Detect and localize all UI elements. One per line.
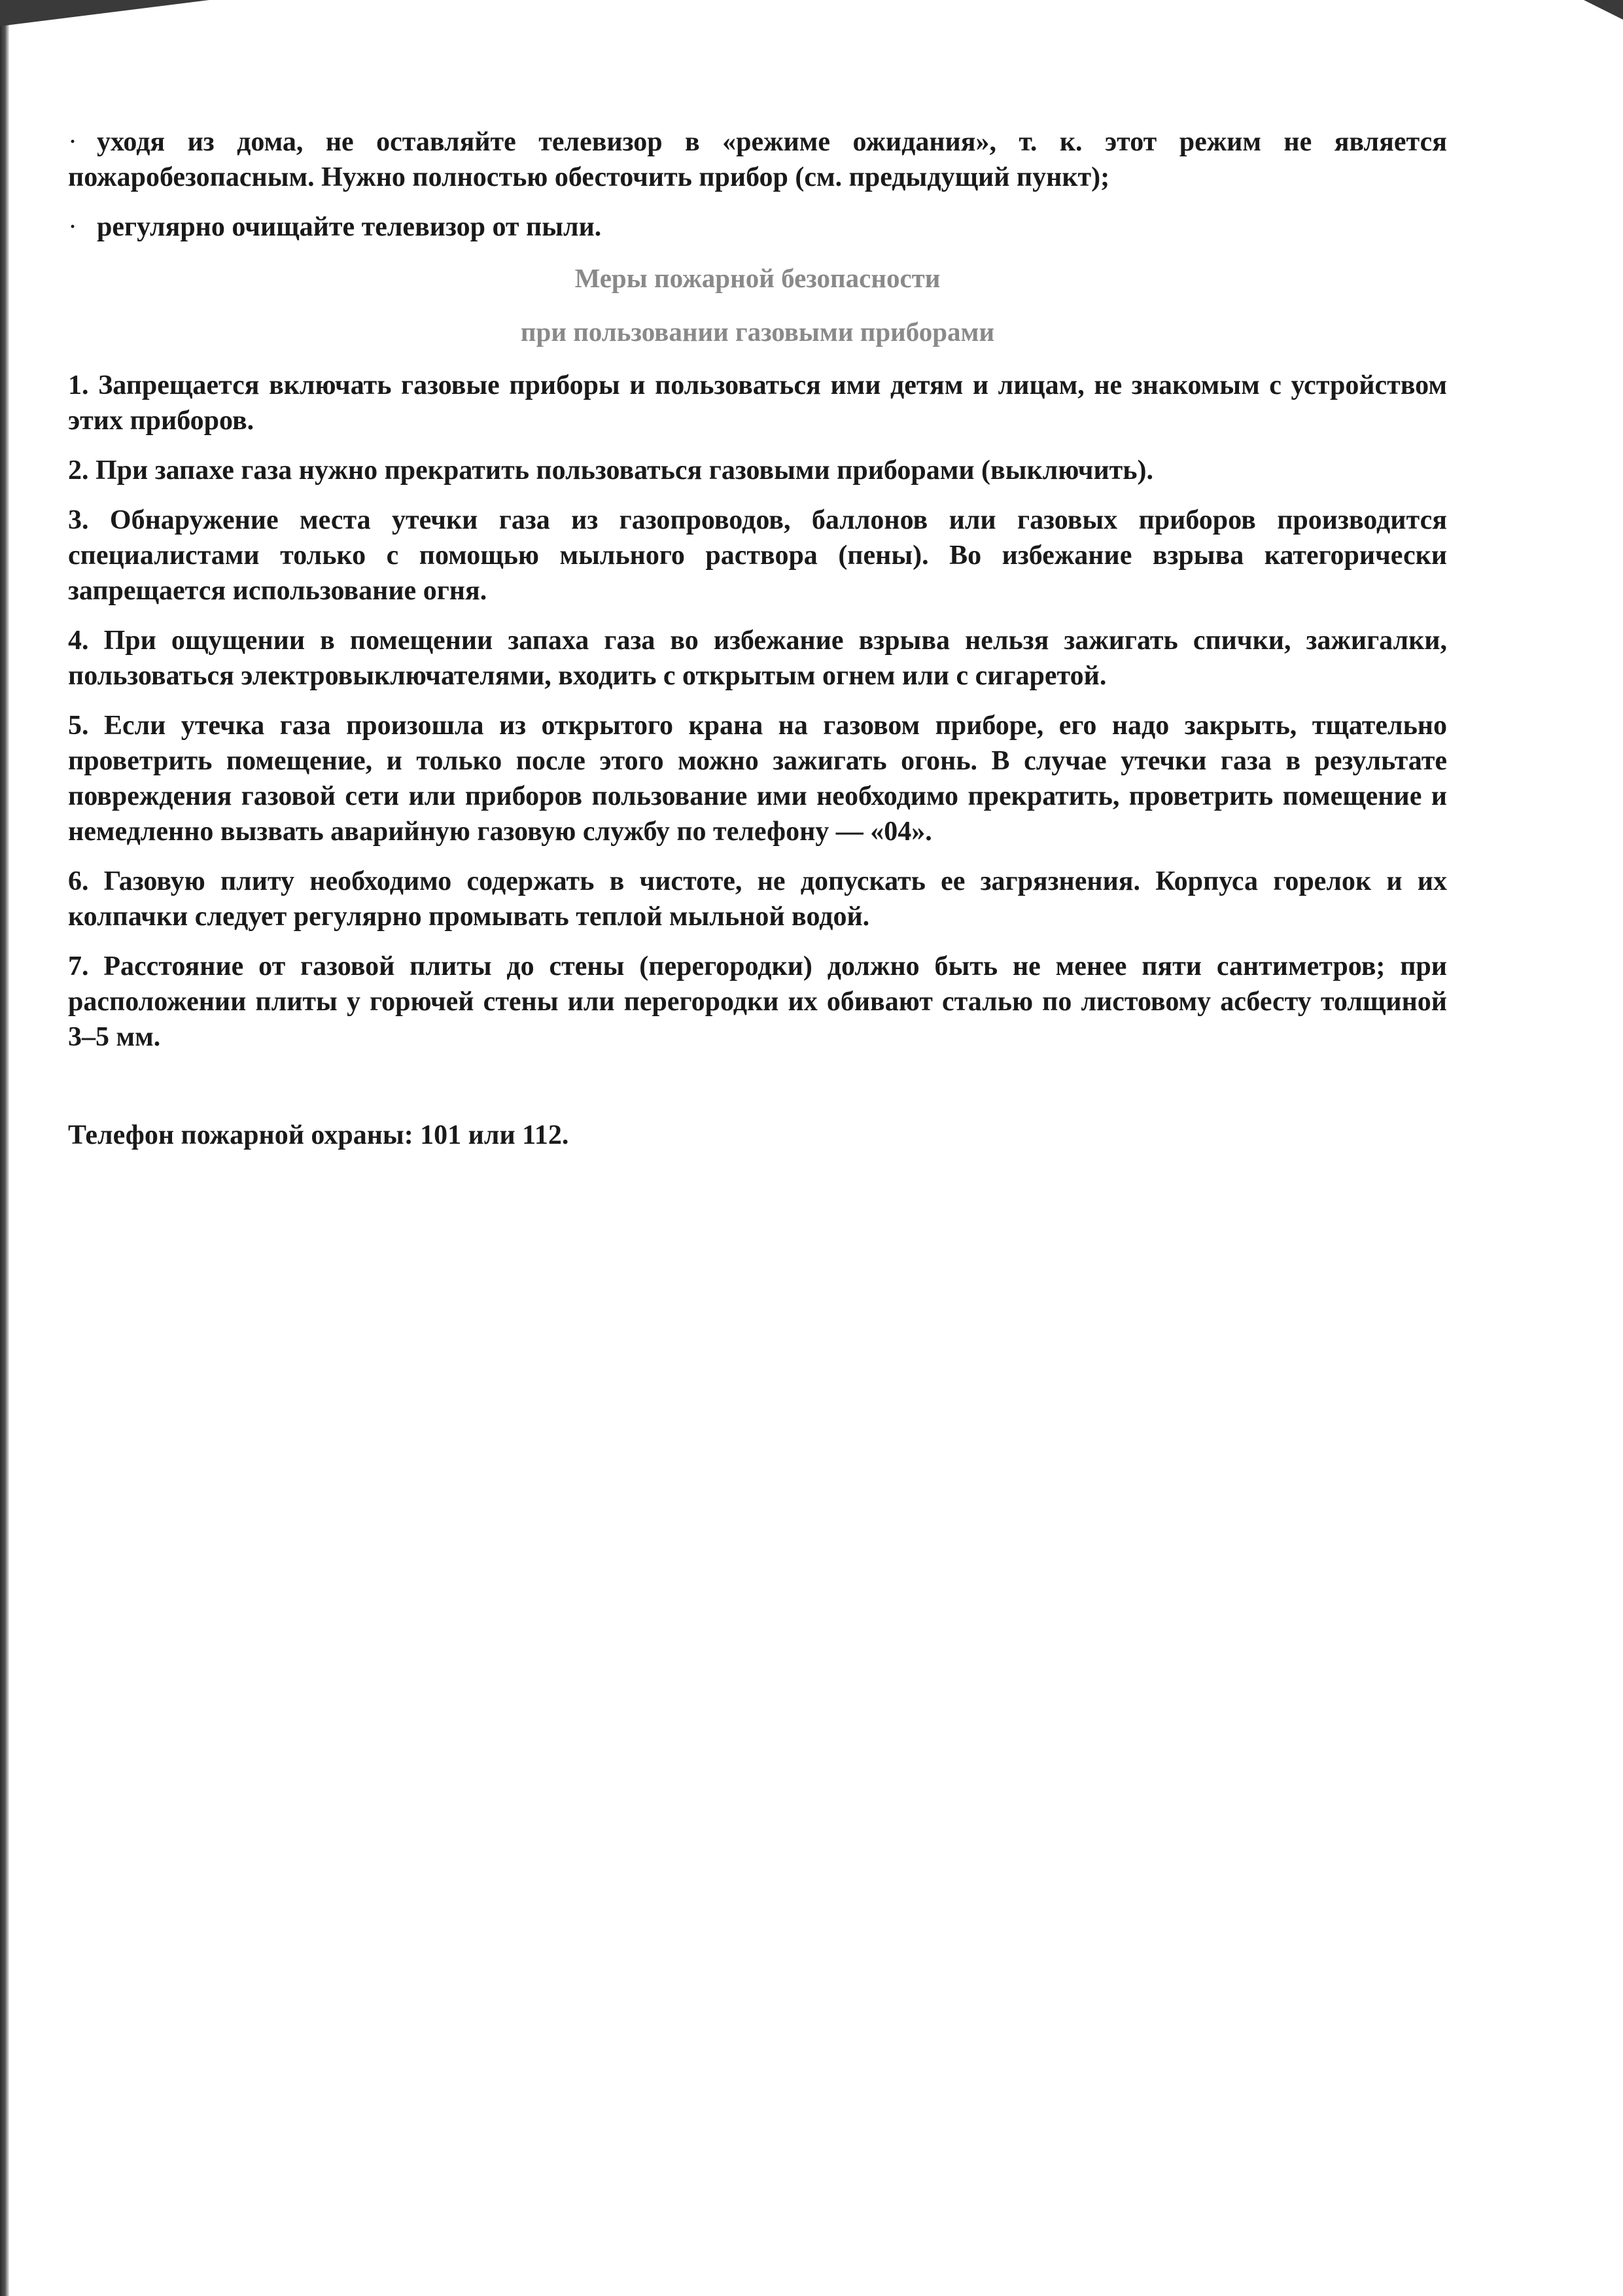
scan-corner-top-left: [0, 0, 209, 26]
scan-corner-top-right: [1584, 0, 1623, 20]
bullet-icon: ·: [68, 127, 77, 157]
intro-item: [68, 124, 1447, 195]
section-title-line1: Меры пожарной безопасности: [574, 263, 941, 293]
document-page: [68, 124, 1447, 1167]
rule-item-2: 2. При запахе газа нужно прекратить пользоваться газовыми приборами (выключить).: [68, 455, 1153, 486]
rule-item-7: 7. Расстояние от газовой плиты до стены (перегородки) должно быть не менее пяти сантиметров; при расположении плиты у горючей стены или перегородки их обивают сталью по листовому асбесту толщиной 3–5 мм.: [68, 951, 1447, 1052]
scan-edge: [0, 0, 9, 2296]
intro-item-text: уходя из дома, не оставляйте телевизор в «режиме ожидания», т. к. этот режим не является пожаробезопасным. Нужно полностью обесточить прибор (см. предыдущий пункт);: [68, 127, 1447, 192]
rule-item-3: 3. Обнаружение места утечки газа из газопроводов, баллонов или газовых приборов производится специалистами только с помощью мыльного раствора (пены). Во избежание взрыва категорически запрещается использование огня.: [68, 505, 1447, 606]
rule-item-4: 4. При ощущении в помещении запаха газа во избежание взрыва нельзя зажигать спички, зажигалки, пользоваться электровыключателями, входить с открытым огнем или с сигаретой.: [68, 626, 1447, 691]
rule-item-6: 6. Газовую плиту необходимо содержать в чистоте, не допускать ее загрязнения. Корпуса горелок и их колпачки следует регулярно промывать теплой мыльной водой.: [68, 866, 1447, 932]
intro-item-text: регулярно очищайте телевизор от пыли.: [97, 212, 602, 242]
intro-item: [68, 209, 1447, 245]
section-title-line2: при пользовании газовыми приборами: [520, 317, 995, 347]
rule-item-5: 5. Если утечка газа произошла из открытого крана на газовом приборе, его надо закрыть, тщательно проветрить помещение, и только после этого можно зажигать огонь. В случае утечки газа в результате повреждения газовой сети или приборов пользование ими необходимо прекратить, проветрить помещение и немедленно вызвать аварийную газовую службу по телефону — «04».: [68, 711, 1447, 847]
rule-item-1: 1. Запрещается включать газовые приборы и пользоваться ими детям и лицам, не знакомым с устройством этих приборов.: [68, 370, 1447, 436]
fire-phone-line: Телефон пожарной охраны: 101 или 112.: [68, 1120, 569, 1150]
bullet-icon: ·: [68, 212, 77, 242]
